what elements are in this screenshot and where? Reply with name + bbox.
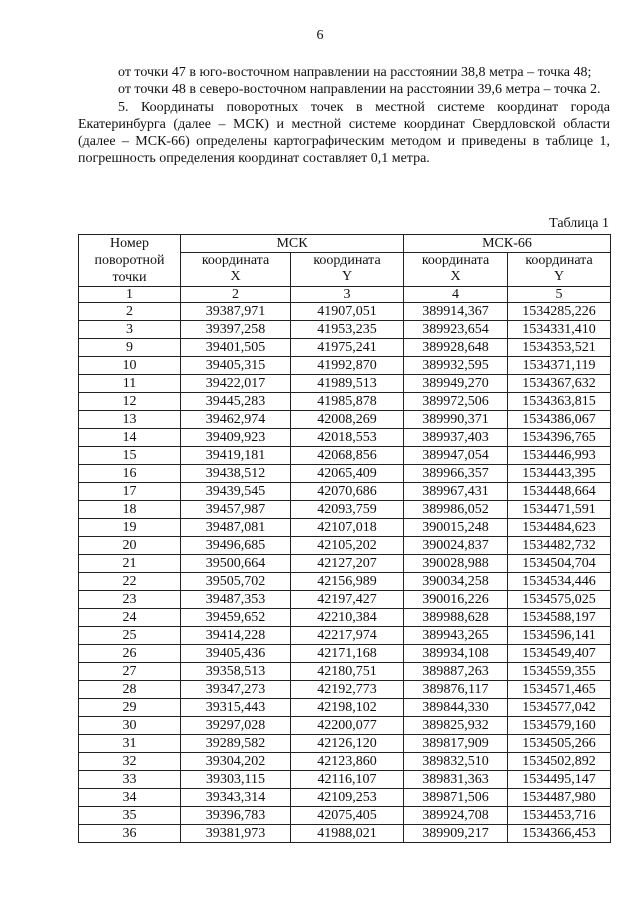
msk66-x-cell: 389943,265 [404,627,508,645]
msk-x-cell: 39422,017 [181,375,291,393]
point-number-cell: 19 [79,519,181,537]
msk66-x-cell: 390034,258 [404,573,508,591]
msk-x-cell: 39401,505 [181,339,291,357]
table-row [79,753,611,771]
point-number-cell: 15 [79,447,181,465]
table-row [79,321,611,339]
msk-y-cell: 41953,235 [291,321,404,339]
header-coord-word: координата [201,253,270,269]
msk-x-cell: 39487,081 [181,519,291,537]
point-number-cell: 16 [79,465,181,483]
point-number-cell: 20 [79,537,181,555]
msk66-x-cell: 389887,263 [404,663,508,681]
msk-x-cell: 39358,513 [181,663,291,681]
msk-y-cell: 42127,207 [291,555,404,573]
msk66-x-cell: 389972,506 [404,393,508,411]
point-number-cell: 21 [79,555,181,573]
msk-x-cell: 39409,923 [181,429,291,447]
point-number-cell: 34 [79,789,181,807]
header-msk-y [291,253,404,287]
msk66-y-cell: 1534495,147 [508,771,611,789]
page-number: 6 [316,28,324,43]
point-number-cell: 28 [79,681,181,699]
table-row [79,357,611,375]
msk66-x-cell: 389934,108 [404,645,508,663]
msk-y-cell: 41907,051 [291,303,404,321]
point-number-cell: 22 [79,573,181,591]
msk66-x-cell: 389923,654 [404,321,508,339]
msk-x-cell: 39405,436 [181,645,291,663]
msk-x-cell: 39343,314 [181,789,291,807]
point-number-cell: 18 [79,501,181,519]
table-row [79,393,611,411]
header-point-line3: точки [112,270,147,285]
msk66-y-cell: 1534502,892 [508,753,611,771]
msk-x-cell: 39487,353 [181,591,291,609]
table-row [79,663,611,681]
msk66-y-cell: 1534386,067 [508,411,611,429]
point-number-cell: 13 [79,411,181,429]
msk-x-cell: 39505,702 [181,573,291,591]
msk-y-cell: 42156,989 [291,573,404,591]
msk66-x-cell: 389986,052 [404,501,508,519]
point-number-cell: 2 [79,303,181,321]
msk66-x-cell: 389871,506 [404,789,508,807]
msk66-y-cell: 1534596,141 [508,627,611,645]
table-row [79,429,611,447]
msk-y-cell: 41989,513 [291,375,404,393]
msk66-y-cell: 1534505,266 [508,735,611,753]
msk-x-cell: 39445,283 [181,393,291,411]
msk66-x-cell: 389949,270 [404,375,508,393]
msk-x-cell: 39397,258 [181,321,291,339]
point-number-cell: 25 [79,627,181,645]
point-number-cell: 17 [79,483,181,501]
table-row [79,519,611,537]
table-row [79,303,611,321]
msk-x-cell: 39381,973 [181,825,291,843]
header-point-number [79,235,181,287]
msk66-y-cell: 1534285,226 [508,303,611,321]
body-text [78,64,610,167]
msk-x-cell: 39303,115 [181,771,291,789]
table-row [79,735,611,753]
msk66-x-cell: 389947,054 [404,447,508,465]
header-msk66-y [508,253,611,287]
msk-x-cell: 39347,273 [181,681,291,699]
msk-x-cell: 39462,974 [181,411,291,429]
msk66-x-cell: 389844,330 [404,699,508,717]
point-number-cell: 36 [79,825,181,843]
msk-x-cell: 39439,545 [181,483,291,501]
header-x-label: X [230,269,241,285]
msk66-y-cell: 1534571,465 [508,681,611,699]
table-row [79,609,611,627]
msk66-y-cell: 1534534,446 [508,573,611,591]
msk-y-cell: 42107,018 [291,519,404,537]
msk-x-cell: 39297,028 [181,717,291,735]
header-y-label: Y [553,269,565,285]
paragraph-point-47: от точки 47 в юго-восточном направлении на расстоянии 38,8 метра – точка 48; [118,65,592,80]
point-number-cell: 12 [79,393,181,411]
table-row [79,825,611,843]
msk66-x-cell: 389924,708 [404,807,508,825]
point-number-cell: 9 [79,339,181,357]
msk-y-cell: 42198,102 [291,699,404,717]
msk-x-cell: 39396,783 [181,807,291,825]
header-x-label: X [450,269,461,285]
msk-x-cell: 39419,181 [181,447,291,465]
msk-y-cell: 42018,553 [291,429,404,447]
msk-y-cell: 42192,773 [291,681,404,699]
paragraph-section-5: 5. Координаты поворотных точек в местной системе координат города Екатеринбурга (далее – МСК) и местной системе координат Свердловской области (далее – МСК-66) определены картографическим методом и приведены в таблице 1, погрешность определения координат составляет 0,1 метра. [78,100,610,166]
msk66-y-cell: 1534371,119 [508,357,611,375]
msk66-y-cell: 1534579,160 [508,717,611,735]
msk66-y-cell: 1534487,980 [508,789,611,807]
table-row [79,465,611,483]
table-row [79,681,611,699]
msk66-x-cell: 390015,248 [404,519,508,537]
msk66-x-cell: 390016,226 [404,591,508,609]
msk66-x-cell: 389817,909 [404,735,508,753]
coordinates-table [78,234,611,843]
point-number-cell: 26 [79,645,181,663]
column-number: 4 [404,287,508,303]
msk66-y-cell: 1534471,591 [508,501,611,519]
column-number: 5 [508,287,611,303]
msk66-x-cell: 389876,117 [404,681,508,699]
msk-y-cell: 42217,974 [291,627,404,645]
table-row [79,555,611,573]
msk66-x-cell: 389966,357 [404,465,508,483]
msk-y-cell: 42210,384 [291,609,404,627]
msk66-x-cell: 389990,371 [404,411,508,429]
point-number-cell: 24 [79,609,181,627]
header-coord-word: координата [525,253,593,269]
header-msk-x [181,253,291,287]
msk-y-cell: 42070,686 [291,483,404,501]
point-number-cell: 14 [79,429,181,447]
column-number-row [79,287,611,303]
header-msk: МСК [181,235,404,253]
msk-y-cell: 42180,751 [291,663,404,681]
point-number-cell: 35 [79,807,181,825]
table-row [79,645,611,663]
column-number: 1 [79,287,181,303]
msk66-x-cell: 389928,648 [404,339,508,357]
msk66-y-cell: 1534331,410 [508,321,611,339]
msk66-y-cell: 1534353,521 [508,339,611,357]
msk-y-cell: 42109,253 [291,789,404,807]
table-row [79,699,611,717]
msk66-y-cell: 1534549,407 [508,645,611,663]
table-row [79,375,611,393]
table-row [79,771,611,789]
table-row [79,807,611,825]
msk-x-cell: 39289,582 [181,735,291,753]
table-row [79,717,611,735]
msk66-y-cell: 1534448,664 [508,483,611,501]
msk66-x-cell: 389909,217 [404,825,508,843]
point-number-cell: 3 [79,321,181,339]
header-msk66-x [404,253,508,287]
msk-y-cell: 41992,870 [291,357,404,375]
msk-x-cell: 39387,971 [181,303,291,321]
msk66-y-cell: 1534443,395 [508,465,611,483]
msk66-y-cell: 1534577,042 [508,699,611,717]
msk-y-cell: 42068,856 [291,447,404,465]
msk-y-cell: 42171,168 [291,645,404,663]
header-point-line2: поворотной [94,253,165,268]
msk-x-cell: 39500,664 [181,555,291,573]
point-number-cell: 30 [79,717,181,735]
msk66-x-cell: 389825,932 [404,717,508,735]
header-coord-word: координата [313,253,381,269]
msk66-y-cell: 1534453,716 [508,807,611,825]
msk66-x-cell: 389914,367 [404,303,508,321]
msk-x-cell: 39315,443 [181,699,291,717]
msk66-x-cell: 389832,510 [404,753,508,771]
msk-x-cell: 39405,315 [181,357,291,375]
column-number: 3 [291,287,404,303]
header-point-line1: Номер [110,236,149,251]
table-caption: Таблица 1 [549,216,609,231]
msk-x-cell: 39459,652 [181,609,291,627]
msk-y-cell: 42093,759 [291,501,404,519]
msk-y-cell: 41988,021 [291,825,404,843]
point-number-cell: 33 [79,771,181,789]
paragraph-point-48: от точки 48 в северо-восточном направлении на расстоянии 39,6 метра – точка 2. [118,82,601,97]
msk-x-cell: 39414,228 [181,627,291,645]
table-row [79,537,611,555]
header-msk66: МСК-66 [404,235,611,253]
msk66-y-cell: 1534367,632 [508,375,611,393]
msk66-y-cell: 1534575,025 [508,591,611,609]
msk-x-cell: 39438,512 [181,465,291,483]
msk-y-cell: 42200,077 [291,717,404,735]
table-row [79,483,611,501]
msk-y-cell: 41985,878 [291,393,404,411]
msk-y-cell: 42008,269 [291,411,404,429]
table-row [79,573,611,591]
msk66-y-cell: 1534446,993 [508,447,611,465]
table-row [79,501,611,519]
msk66-y-cell: 1534504,704 [508,555,611,573]
msk-y-cell: 42105,202 [291,537,404,555]
msk66-y-cell: 1534366,453 [508,825,611,843]
table-row [79,339,611,357]
msk66-x-cell: 389937,403 [404,429,508,447]
msk-y-cell: 42116,107 [291,771,404,789]
msk-y-cell: 42197,427 [291,591,404,609]
column-number: 2 [181,287,291,303]
msk66-y-cell: 1534588,197 [508,609,611,627]
point-number-cell: 10 [79,357,181,375]
table-row [79,411,611,429]
msk66-x-cell: 390028,988 [404,555,508,573]
msk-x-cell: 39304,202 [181,753,291,771]
msk-x-cell: 39496,685 [181,537,291,555]
table-body [79,303,611,843]
msk66-y-cell: 1534484,623 [508,519,611,537]
msk-y-cell: 42075,405 [291,807,404,825]
point-number-cell: 23 [79,591,181,609]
point-number-cell: 29 [79,699,181,717]
msk66-y-cell: 1534482,732 [508,537,611,555]
header-y-label: Y [341,269,353,285]
point-number-cell: 31 [79,735,181,753]
msk66-x-cell: 389932,595 [404,357,508,375]
point-number-cell: 11 [79,375,181,393]
msk-y-cell: 41975,241 [291,339,404,357]
table-row [79,789,611,807]
msk66-y-cell: 1534559,355 [508,663,611,681]
msk-y-cell: 42123,860 [291,753,404,771]
msk-x-cell: 39457,987 [181,501,291,519]
msk-y-cell: 42126,120 [291,735,404,753]
msk66-x-cell: 390024,837 [404,537,508,555]
msk-y-cell: 42065,409 [291,465,404,483]
table-row [79,447,611,465]
point-number-cell: 27 [79,663,181,681]
header-coord-word: координата [421,253,490,269]
table-row [79,591,611,609]
msk66-x-cell: 389988,628 [404,609,508,627]
msk66-x-cell: 389831,363 [404,771,508,789]
point-number-cell: 32 [79,753,181,771]
msk66-y-cell: 1534396,765 [508,429,611,447]
msk66-y-cell: 1534363,815 [508,393,611,411]
table-row [79,627,611,645]
msk66-x-cell: 389967,431 [404,483,508,501]
